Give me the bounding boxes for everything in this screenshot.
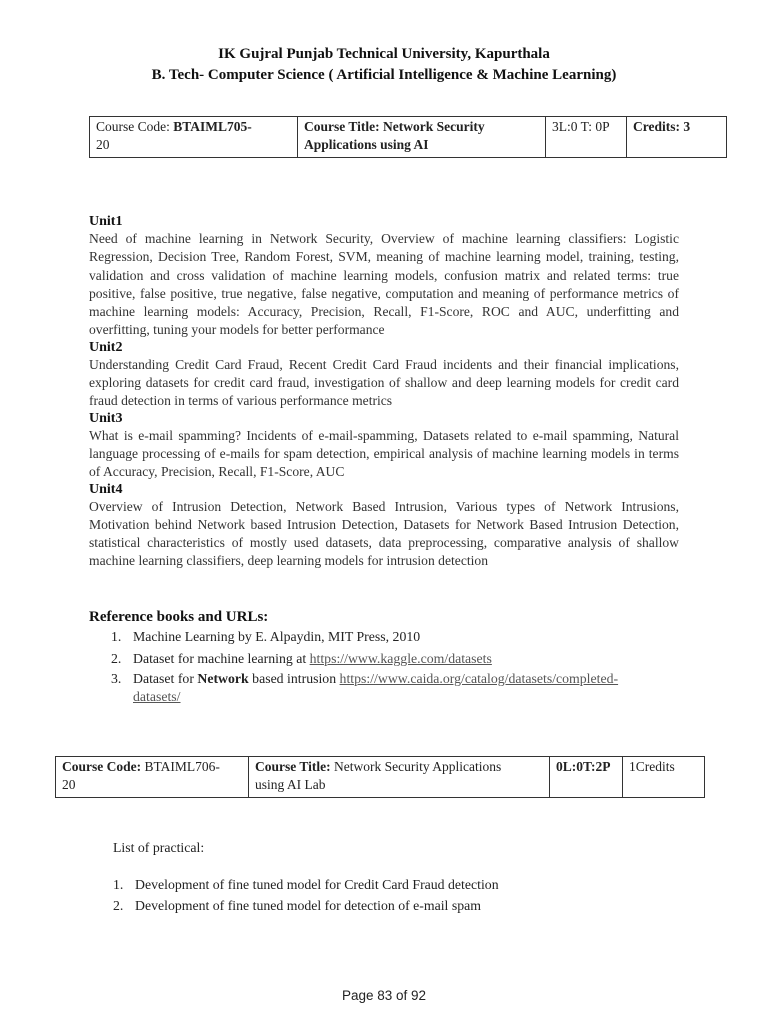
- course-credits-cell: [627, 117, 727, 158]
- caida-link[interactable]: https://www.caida.org/catalog/datasets/completed-: [339, 671, 619, 686]
- lab-title-value: Network Security Applications: [334, 759, 502, 774]
- lab-code-suffix: 20: [62, 777, 76, 792]
- unit-1-text: Need of machine learning in Network Security, Overview of machine learning classifiers: Logistic Regression, Decision Tree, Random Forest, SVM, meaning of machine learning model, training, testing, validation and cross validation of machine learning models, confusion matrix and related terms: true positive, false positive, true negative, false negative, computation and meaning of performance metrics of machine learning models: Accuracy, Precision, Recall, F1-Score, ROC and AUC, underfitting and overfitting, tuning your models for better performance: [89, 231, 679, 338]
- lab-code-cell: [56, 757, 249, 798]
- course-table-theory: [89, 116, 727, 158]
- course-code-value: BTAIML705-: [173, 119, 252, 134]
- references-heading: Reference books and URLs:: [89, 609, 269, 625]
- lab-ltp: 0L:0T:2P: [556, 759, 611, 774]
- syllabus-units: [89, 214, 679, 571]
- course-code-cell: [90, 117, 298, 158]
- course-ltp: 3L:0 T: 0P: [552, 119, 610, 134]
- practical-item-2: 2. Development of fine tuned model for detection of e-mail spam: [113, 898, 481, 913]
- lab-title-cell: [249, 757, 550, 798]
- reference-text: Dataset for machine learning at: [133, 651, 307, 666]
- reference-item-2: 2. Dataset for machine learning at https://www.kaggle.com/datasets: [111, 651, 492, 666]
- caida-link-continued[interactable]: datasets/: [133, 689, 181, 704]
- course-ltp-cell: [546, 117, 627, 158]
- kaggle-link[interactable]: https://www.kaggle.com/datasets: [309, 651, 492, 666]
- course-credits: Credits: 3: [633, 119, 691, 134]
- course-code-suffix: 20: [96, 137, 110, 152]
- unit-4-heading: Unit4: [89, 481, 123, 497]
- unit-3-text: What is e-mail spamming? Incidents of e-mail-spamming, Datasets related to e-mail spamming, Natural language processing of e-mails for spam detection, empirical analysis of machine learning models in terms of Accuracy, Precision, Recall, F1-Score, AUC: [89, 427, 679, 480]
- lab-title-line2: using AI Lab: [255, 777, 326, 792]
- unit-1-heading: Unit1: [89, 214, 123, 229]
- lab-credits: 1Credits: [629, 759, 675, 774]
- program-name: B. Tech- Computer Science ( Artificial Intelligence & Machine Learning): [151, 67, 617, 83]
- reference-text: Machine Learning by E. Alpaydin, MIT Press, 2010: [133, 629, 421, 644]
- course-code-label: Course Code:: [96, 119, 170, 134]
- practicals-heading: List of practical:: [113, 840, 205, 855]
- unit-4-text: Overview of Intrusion Detection, Network Based Intrusion, Various types of Network Intrusions, Motivation behind Network based Intrusion Detection, Datasets for Network Based Intrusion Detection, statistical characteristics of mostly used datasets, data preprocessing, comparative analysis of shallow machine learning classifiers, deep learning models for intrusion detection: [89, 498, 679, 569]
- course-title-line2: Applications using AI: [304, 137, 429, 152]
- course-table-lab: [55, 756, 705, 798]
- lab-credits-cell: [623, 757, 705, 798]
- lab-code-value: BTAIML706-: [144, 759, 220, 774]
- practical-text: Development of fine tuned model for Credit Card Fraud detection: [135, 877, 499, 892]
- page-number: Page 83 of 92: [341, 988, 427, 1003]
- course-title-value: Network Security: [383, 119, 485, 134]
- lab-ltp-cell: [550, 757, 623, 798]
- practical-text: Development of fine tuned model for detection of e-mail spam: [135, 898, 481, 913]
- lab-title-label: Course Title:: [255, 759, 331, 774]
- reference-item-1: 1. Machine Learning by E. Alpaydin, MIT Press, 2010: [111, 629, 421, 644]
- practical-item-1: 1. Development of fine tuned model for Credit Card Fraud detection: [113, 877, 499, 892]
- lab-code-label: Course Code:: [62, 759, 142, 774]
- course-title-label: Course Title:: [304, 119, 380, 134]
- course-title-cell: [298, 117, 546, 158]
- unit-2-text: Understanding Credit Card Fraud, Recent Credit Card Fraud incidents and their financial implications, exploring datasets for credit card fraud, investigation of shallow and deep learning models for credit card fraud detection in terms of various performance metrics: [89, 356, 679, 409]
- unit-2-heading: Unit2: [89, 339, 123, 355]
- university-name: IK Gujral Punjab Technical University, Kapurthala: [218, 46, 550, 62]
- unit-3-heading: Unit3: [89, 410, 123, 426]
- reference-item-3: 3. Dataset for Network based intrusion https://www.caida.org/catalog/datasets/completed- datasets/: [111, 671, 619, 704]
